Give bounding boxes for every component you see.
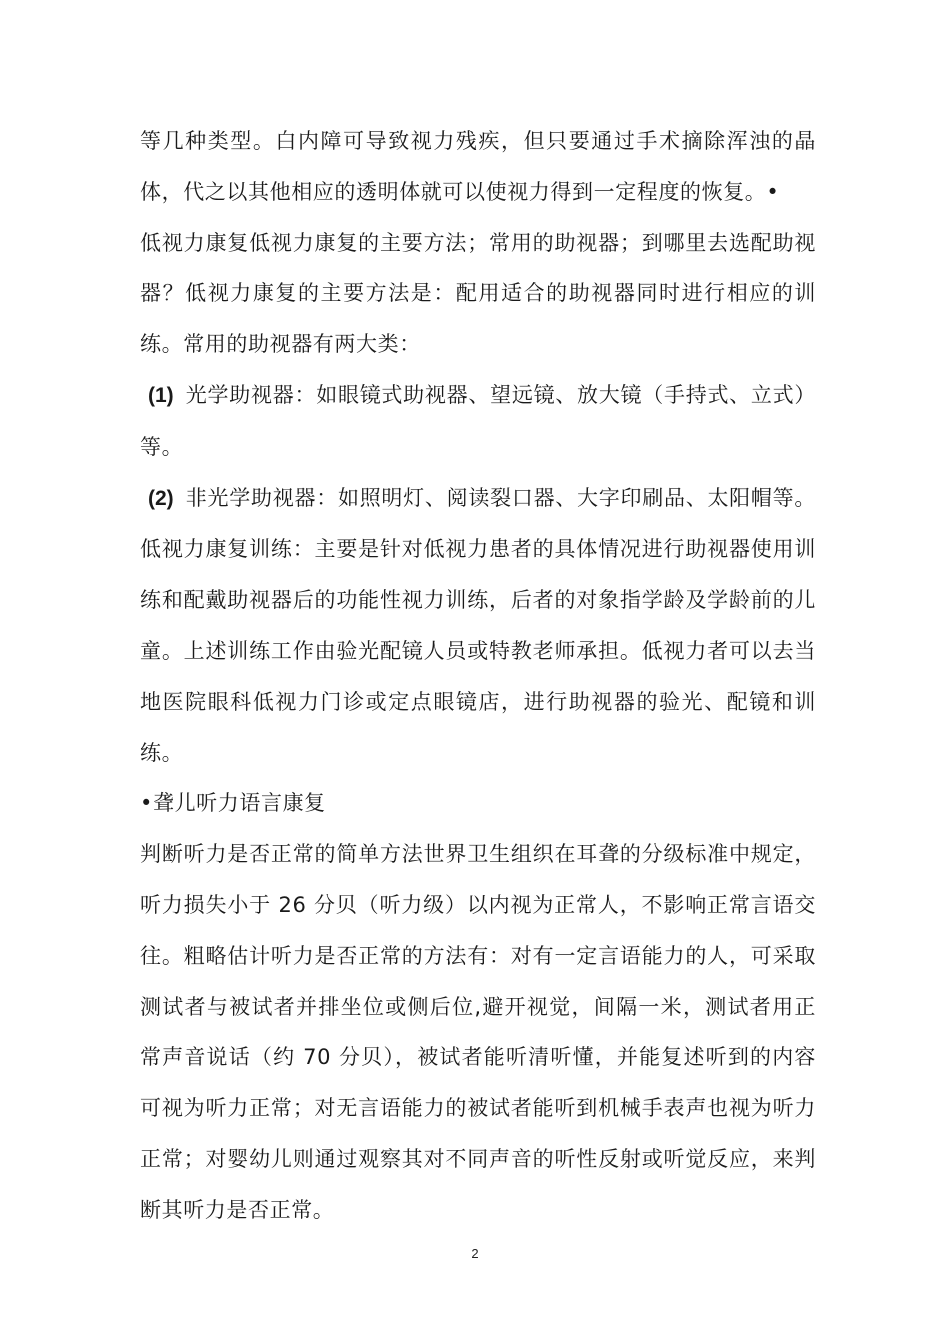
paragraph-text: 等几种类型。白内障可导致视力残疾，但只要通过手术摘除浑浊的晶体，代之以其他相应的透明体就可以使视力得到一定程度的恢复。•: [140, 129, 816, 204]
body-text: [140, 116, 816, 1236]
list-item-marker: (2): [148, 486, 174, 510]
paragraph-text: •聋儿听力语言康复: [140, 791, 326, 816]
paragraph-text: 判断听力是否正常的简单方法世界卫生组织在耳聋的分级标准中规定，听力损失小于 26 分贝（听力级）以内视为正常人，不影响正常言语交往。粗略估计听力是否正常的方法有：对有一定言语能力的人，可采取测试者与被试者并排坐位或侧后位,避开视觉，间隔一米，测试者用正常声音说话（约 70 分贝），被试者能听清听懂，并能复述听到的内容可视为听力正常；对无言语能力的被试者能听到机械手表声也视为听力正常；对婴幼儿则通过观察其对不同声音的听性反射或听觉反应，来判断其听力是否正常。: [140, 842, 816, 1222]
page-number: 2: [471, 1246, 479, 1261]
list-item-optical-aids: [140, 370, 816, 473]
paragraph-cataract-recovery: [140, 116, 816, 218]
paragraph-text: 低视力康复低视力康复的主要方法；常用的助视器；到哪里去选配助视器？低视力康复的主要方法是：配用适合的助视器同时进行相应的训练。常用的助视器有两大类：: [140, 230, 816, 357]
section-heading-hearing-rehab: [140, 778, 816, 829]
list-item-non-optical-aids: [140, 473, 816, 779]
paragraph-text: 非光学助视器：如照明灯、阅读裂口器、大字印刷品、太阳帽等。低视力康复训练：主要是针对低视力患者的具体情况进行助视器使用训练和配戴助视器后的功能性视力训练，后者的对象指学龄及学龄前的儿童。上述训练工作由验光配镜人员或特教老师承担。低视力者可以去当地医院眼科低视力门诊或定点眼镜店，进行助视器的验光、配镜和训练。: [140, 485, 816, 765]
paragraph-hearing-assessment: [140, 829, 816, 1235]
paragraph-low-vision-methods: [140, 218, 816, 370]
paragraph-text: 光学助视器：如眼镜式助视器、望远镜、放大镜（手持式、立式）等。: [140, 382, 816, 459]
list-item-marker: (1): [148, 383, 174, 407]
